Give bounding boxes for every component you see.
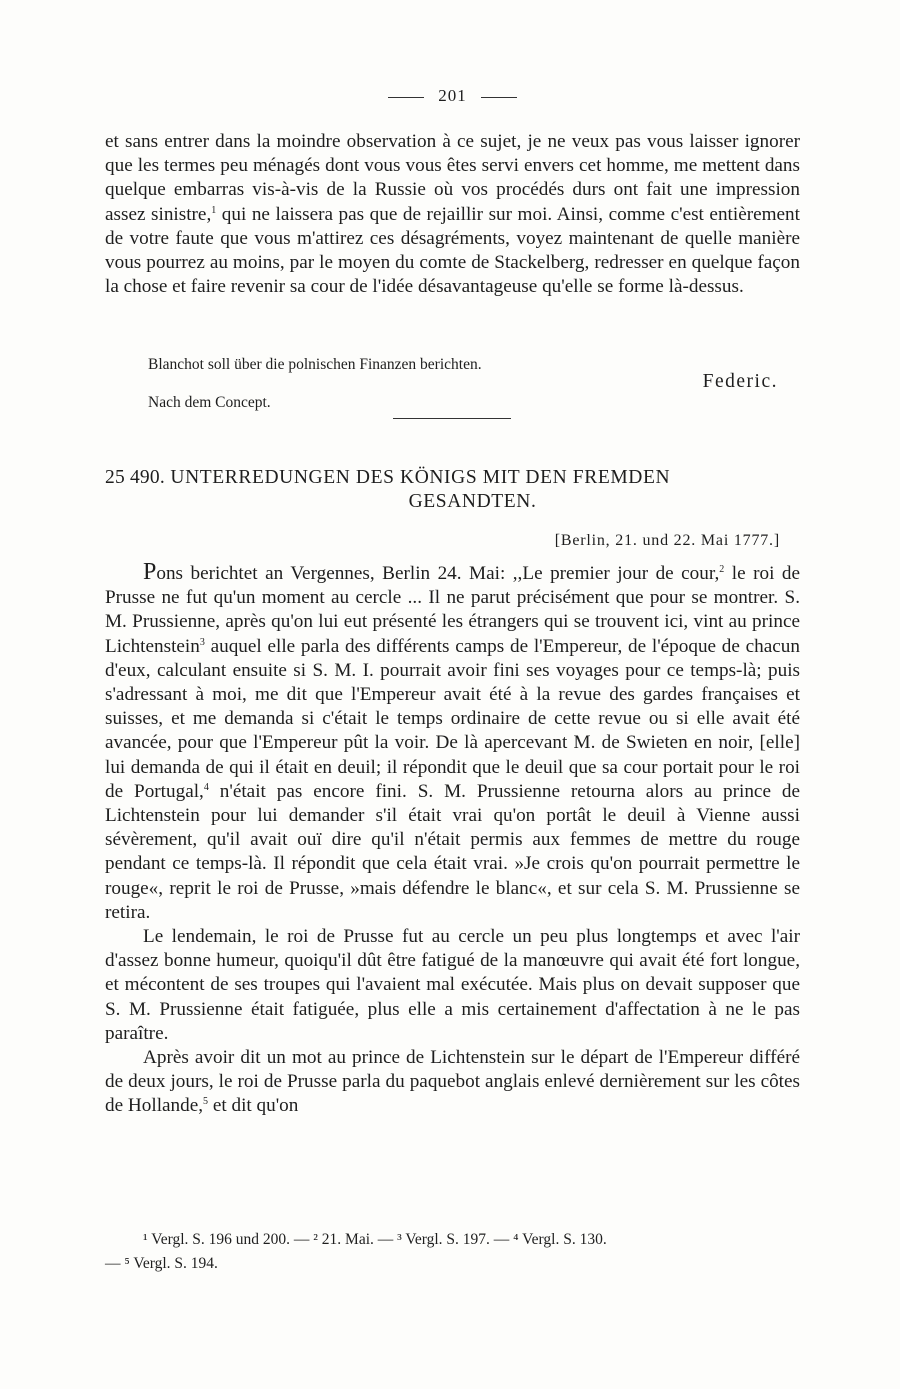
document-date: [Berlin, 21. und 22. Mai 1777.] — [554, 532, 780, 549]
header-dash-right — [481, 97, 517, 98]
paragraph-1-part-a: ons berichtet an Vergennes, Berlin 24. Mai: ,,Le premier jour de cour, — [156, 563, 720, 584]
document-body — [105, 560, 800, 1119]
footnote-ref-4: 4 — [203, 781, 209, 793]
paragraph-1-part-d: n'était pas encore fini. S. M. Prussienne retourna alors au prince de Lichtenstein pour lui demander s'il était vrai qu'on portât le deuil à Vienne aussi sévèrement, qu'il avait ouï dire qu'il n'était permis aux femmes de mettre du rouge pendant ce temps-là. Il répondit que cela était vrai. »Je crois qu'on pourrait permettre le rouge«, reprit le roi de Prusse, »mais défendre le blanc«, et sur cela S. M. Prussienne se retira. — [105, 780, 800, 923]
document-number: 25 490. — [105, 467, 165, 488]
editorial-note: Blanchot soll über die polnischen Finanzen berichten. — [148, 356, 482, 373]
footnote-ref-3: 3 — [199, 636, 205, 648]
footnote-ref-5: 5 — [203, 1096, 209, 1108]
document-title-line1: UNTERREDUNGEN DES KÖNIGS MIT DEN FREMDEN — [170, 467, 671, 488]
page-header — [105, 86, 800, 106]
paragraph-1-part-b: le roi de Prusse ne fut qu'un moment au cercle ... Il ne parut précisément que pour se montrer. S. M. Prussienne, après qu'on lui eut présenté les étrangers qui se trouvent ici, vint au prince Lichtenstein — [105, 563, 800, 657]
letter-continuation — [105, 130, 800, 299]
paragraph-3 — [105, 1046, 800, 1119]
source-note: Nach dem Concept. — [148, 394, 271, 411]
document-heading — [105, 466, 800, 514]
footnote-ref-1: 1 — [211, 204, 217, 216]
paragraph-3-part-a: Après avoir dit un mot au prince de Lichtenstein sur le départ de l'Empereur différé de deux jours, le roi de Prusse parla du paquebot anglais enlevé dernièrement sur les côtes de Hollande, — [105, 1047, 800, 1117]
paragraph-1-initial: P — [143, 559, 157, 585]
footnotes — [105, 1228, 800, 1276]
paragraph-1-part-c: auquel elle parla des différents camps de l'Empereur, de l'époque de chacun d'eux, calculant ensuite si S. M. I. pourrait avoir fini ses voyages pour ce temps-là; puis s'adressant à moi, me dit que l'Empereur avait été à la revue des gardes françaises et suisses, et me demanda si c'était le temps ordinaire de cette revue ou si elle avait été avancée, pour que l'Empereur pût la voir. De là apercevant M. de Swieten en noir, [elle] lui demanda de qui il était en deuil; il répondit que le deuil que sa cour portait pour le roi de Portugal, — [105, 635, 800, 802]
header-dash-left — [388, 97, 424, 98]
paragraph-1 — [105, 560, 800, 925]
paragraph-2: Le lendemain, le roi de Prusse fut au cercle un peu plus longtemps et avec l'air d'assez bonne humeur, quoiqu'il dût être fatigué de la manœuvre qui avait été fort longue, et mécontent de ses troupes qui l'avaient mal exécutée. Mais plus on devait supposer que S. M. Prussienne était fatiguée, plus elle a mis certainement d'affectation à ne le pas paraître. — [105, 926, 800, 1044]
continuation-text-after: qui ne laissera pas que de rejaillir sur moi. Ainsi, comme c'est entièrement de votre faute que vous m'attirez ces désagréments, voyez maintenant de quelle manière vous pourrez au moins, par le moyen du comte de Stackelberg, redresser en quelque façon la chose et faire revenir sa cour de l'idée désavantageuse qu'elle se forme là-dessus. — [105, 203, 800, 298]
footnote-line-1: ¹ Vergl. S. 196 und 200. — ² 21. Mai. — ³ Vergl. S. 197. — ⁴ Vergl. S. 130. — [143, 1231, 607, 1248]
document-title-line2: GESANDTEN. — [408, 491, 537, 512]
footnote-ref-2: 2 — [719, 564, 725, 575]
paragraph-3-part-b: et dit qu'on — [208, 1095, 299, 1117]
section-divider — [393, 418, 511, 419]
footnote-line-2: — ⁵ Vergl. S. 194. — [105, 1255, 218, 1272]
continuation-text: et sans entrer dans la moindre observation à ce sujet, je ne veux pas vous laisser ignorer que les termes peu ménagés dont vous vous êtes servi envers cet homme, me mettent dans quelque embarras vis-à-vis de la Russie où vos procédés durs ont fait une impression assez sinistre, — [105, 131, 800, 225]
page-number: 201 — [438, 86, 467, 105]
signature: Federic. — [702, 371, 778, 392]
